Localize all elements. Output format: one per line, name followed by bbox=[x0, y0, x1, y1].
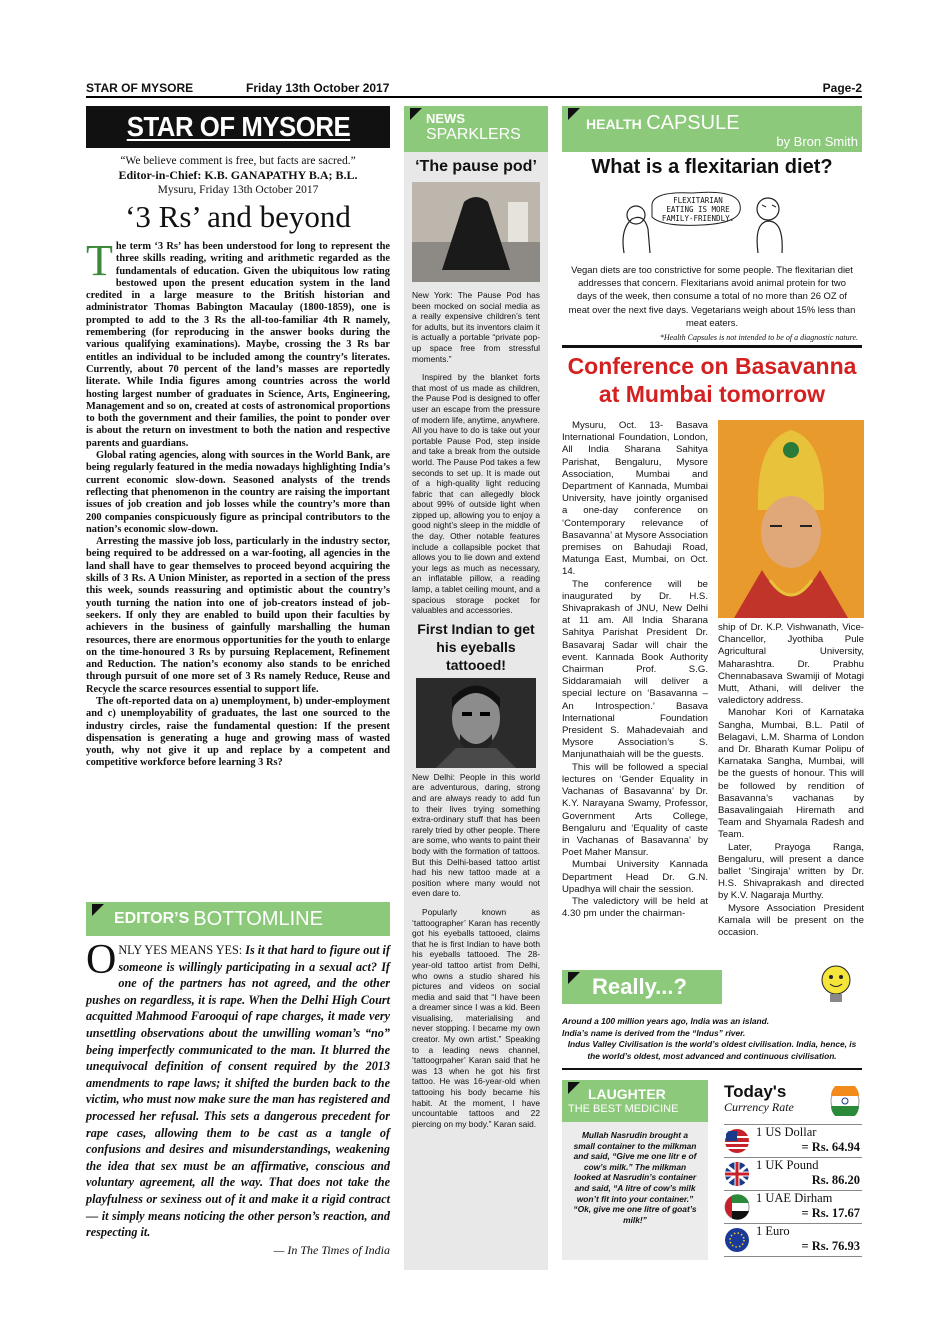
rate-subtitle: Currency Rate bbox=[724, 1100, 794, 1114]
conference-paragraph: The conference will be inaugurated by Dr. H.S. Shivaprakash of JNU, New Delhi at 11 am. All India Sharana Sahitya Parishat President Dr. Basavaraj Sadar will chair the event. Kannada Book Authority Chairman Prof. S.G. Siddaramaiah will deliver a special lecture on ‘Basavanna – An Introspection.’ Basava International Foundation President S. Mahadevaiah and Mysore Association’s S. Manjunathaiah will be the guests. bbox=[562, 578, 708, 761]
header-page-number: Page-2 bbox=[822, 81, 862, 95]
bottomline-bar-a: EDITOR’S bbox=[114, 910, 190, 927]
rate-title: Today's bbox=[724, 1082, 787, 1101]
bottomline-section bbox=[86, 902, 390, 1258]
sparkler-headline: First Indian to get his eyeballs tattooed! bbox=[417, 620, 535, 673]
editorial-paragraph: Arresting the massive job loss, particularly in the industry sector, being required to be addressed on a war-footing, all agencies in the land shall have to gear themselves to proceed beyond acquiring the skills of 3 Rs. A Union Minister, as reported in a section of the press this week, sounds reassuring and optimistic about the country’s youth turning the nation into one of job-creators instead of job-seekers. If only they are enabled to build upon their faculties by achievers in the business of gainfully marshalling the human resources, there are enormous opportunities for the youth to enlarge on the time-honoured 3 Rs by pursuing Replacement, Refinement and Reduction. The nation’s economy also stands to be enriched through pursuit of one more set of 3 Rs namely Reduce, Reuse and Recycle the scarce resources essential to support life. bbox=[86, 536, 390, 695]
health-cartoon bbox=[562, 183, 862, 255]
tattoo-photo bbox=[416, 678, 536, 768]
sparkler-paragraph: New York: The Pause Pod has been mocked on social media as a really expensive children’s tent for adults, but its inventors claim it is actually a portable “private pop-up space free from stressful moments.” bbox=[412, 290, 540, 364]
laughter-bar bbox=[562, 1080, 708, 1122]
news-sparklers-column bbox=[404, 106, 548, 1270]
header-paper-name: STAR OF MYSORE bbox=[86, 81, 194, 95]
sparkler-body bbox=[404, 772, 548, 1130]
editorial-paragraph: Global rating agencies, along with sources in the World Bank, are being regularly featured in the media nowadays highlighting India’s current economic slow-down. Seasoned analysts of the trends reflecting that phenomenon in the country are raising the important issues of job creation and job losses while the country’s more than 200 companies conspicuously figure as principal contributors to the nation’s economic slow-down. bbox=[86, 450, 390, 535]
really-item: India’s name is derived from the “Indus” river. bbox=[562, 1027, 746, 1038]
eu-flag-icon bbox=[724, 1227, 750, 1253]
health-bar bbox=[562, 106, 862, 152]
editorial-paragraph: he term ‘3 Rs’ has been understood for long to represent the three skills reading, writing and arithmetic regarded as the fundamentals of education. Given the ubiquitous low rating bestowed upon the present education system in the land credited in a large measure to the British historian and administrator Thomas Babington Macaulay (1800-1859), one is prompted to add to the 3 Rs the all-too-familiar 4th R namely, remembering (for reproducing in the answer books during the various qualifying examinations). Maybe, crossing the 3 Rs bar entitles an individual to be included among the country’s literates. Currently, about 70 percent of the land’s masses are reportedly literate. While India figures among countries across the world hosting largest number of graduates in Science, Arts, Engineering, Management and so on, created at costs of astronomical proportions to both the government and their families, the point to ponder over is about the return on investment to both the nation and respective parents and guardians. bbox=[86, 241, 390, 449]
sparkler-paragraph: Popularly known as ‘tattoographer’ Karan has recently got his eyeballs tattooed, claims that he is first Indian to have both his eyeballs tattooed. The 28-year-old tattoo artist from Delhi, who owns a studio shared his pictures and videos on social media and said that “I have been a dreamer since I was a kid. Been visualising, materialising and never stopping. I became my own creator. My own artist.” Speaking to a leading news channel, ‘tattoogrpaher’ Karan said that he was 13 when he got his first tattoo. He was 16-year-old when tattooing his body became his habit. At the moment, I have uncountable tattoos and 22 piercing on my body.” Karan said. bbox=[412, 906, 540, 1129]
flag-corner-icon bbox=[568, 1082, 580, 1094]
rate-label: 1 US Dollar bbox=[756, 1125, 817, 1139]
rate-row bbox=[724, 1158, 862, 1191]
india-flag-icon bbox=[830, 1086, 860, 1116]
sparklers-bar-a: NEWS bbox=[426, 111, 465, 126]
conference-paragraph: Manohar Kori of Karnataka Sangha, Mumbai, B.L. Patil of Belagavi, L.M. Sharma of London and Dr. Bharath Kumar Polipu of Karnataka Sangha, Mumbai, will be the guests of honour. This will be followed by rendition of Basavanna’s vachanas by Basavalingaiah Hiremath and Team and Shyamala Radesh and Team. bbox=[718, 707, 864, 841]
flag-corner-icon bbox=[410, 108, 422, 120]
really-bar bbox=[562, 970, 722, 1004]
masthead-motto: “We believe comment is free, but facts are sacred.” bbox=[120, 155, 356, 167]
uk-flag-icon bbox=[724, 1161, 750, 1187]
flag-corner-icon bbox=[568, 972, 580, 984]
health-bar-b: CAPSULE bbox=[646, 112, 740, 134]
conference-paragraph: Mumbai University Kannada Department Head Dr. G.N. Upadhya will chair the session. bbox=[562, 859, 708, 895]
rate-row bbox=[724, 1125, 862, 1158]
cartoon-caption: FLEXITARIAN EATING IS MORE FAMILY-FRIENDLY. bbox=[661, 196, 735, 223]
uae-flag-icon bbox=[724, 1194, 750, 1220]
pause-pod-photo bbox=[412, 182, 540, 282]
basavanna-portrait bbox=[718, 420, 864, 618]
drop-cap: T bbox=[86, 236, 113, 285]
laughter-section bbox=[562, 1080, 708, 1260]
masthead-dateline: Mysuru, Friday 13th October 2017 bbox=[157, 184, 319, 196]
right-column bbox=[562, 106, 862, 408]
really-title: Really...? bbox=[592, 974, 687, 999]
sparklers-bar bbox=[404, 106, 548, 152]
sparkler-paragraph: New Delhi: People in this world are adventurous, daring, strong and are always ready to add fun to their lives trying something extra-ordinary stuff that has been rarely tried by other people. There are some, who wants to paint their body with the formation of tattoos. But this Delhi-based tattoo artist had his new tattoo made at a position where many would not even dare to. bbox=[412, 771, 540, 899]
rate-value: = Rs. 64.94 bbox=[801, 1140, 860, 1154]
really-item: Indus Valley Civilisation is the world’s oldest civilisation. India, hence, is the world’s oldest, most advanced and continuous civilisation. bbox=[567, 1039, 857, 1061]
health-disclaimer: *Health Capsules is not intended to be of a diagnostic nature. bbox=[659, 333, 858, 343]
masthead-editor: Editor-in-Chief: K.B. GANAPATHY B.A; B.L. bbox=[118, 168, 358, 182]
conference-paragraph: Later, Prayoga Ranga, Bengaluru, will present a dance ballet ‘Singiraja’ written by Dr. H.S. Shivaprakash and directed by K.V. Nagaraja Murthy. bbox=[718, 841, 864, 902]
editorial-column bbox=[86, 106, 390, 770]
sparklers-bar-b: SPARKLERS bbox=[426, 126, 521, 143]
bottomline-body bbox=[86, 937, 390, 1241]
bottomline-source: — In The Times of India bbox=[273, 1242, 390, 1257]
health-bar-a: HEALTH bbox=[586, 116, 642, 132]
header-date: Friday 13th October 2017 bbox=[246, 81, 390, 95]
bottomline-lead: NLY YES MEANS YES: bbox=[118, 943, 243, 957]
conference-body-col2 bbox=[718, 622, 864, 939]
rate-header bbox=[724, 1082, 862, 1124]
page-header bbox=[86, 80, 862, 98]
sparkler-headline: ‘The pause pod’ bbox=[415, 158, 537, 175]
rate-value: Rs. 86.20 bbox=[811, 1173, 860, 1187]
rate-row bbox=[724, 1191, 862, 1224]
rate-label: 1 Euro bbox=[756, 1224, 790, 1238]
bottomline-text: Is it that hard to figure out if someone is willingly participating in a sexual act? If one of the partners has not agreed, and the other pushes on regardless, it is rape. When the Delhi High Court acquitted Mahmood Farooqui of rape charges, it made very unsettling observations about the unwilling woman’s “no” being imperfectly communicated to the man. It blurred the unequivocal definition of consent required by the 2013 amendments to rape laws; it shifted the burden back to the victim, who must now make sure the man has registered and processed her refusal. This sets a dangerous precedent for rape cases, allowing them to be cast as a tangle of confusions and desires and misunderstandings, weakening the idea that sex must be an affirmative, conscious and voluntary agreement, all the way. That does not take the playfulness or sexiness out of it and make it a rigid contract — it simply means noticing the other person’s reaction, and respecting it. bbox=[86, 943, 390, 1240]
bottomline-bar-b: BOTTOMLINE bbox=[193, 907, 323, 930]
conference-paragraph: ship of Dr. K.P. Vishwanath, Vice-Chancellor, Jyothiba Pule Agricultural University, Maharashtra. Dr. Prabhu Chennabasava Swamiji of Motagi Mutt, Athani, will deliver the valedictory address. bbox=[718, 622, 864, 707]
currency-rate-section bbox=[724, 1082, 862, 1257]
flag-corner-icon bbox=[92, 904, 104, 916]
health-headline: What is a flexitarian diet? bbox=[591, 156, 833, 178]
conference-body-col1 bbox=[562, 420, 708, 920]
laughter-bar-b: THE BEST MEDICINE bbox=[568, 1103, 679, 1115]
health-byline: by Bron Smith bbox=[776, 134, 858, 149]
rate-row bbox=[724, 1224, 862, 1257]
sparkler-paragraph: Inspired by the blanket forts that most of us made as children, the Pause Pod is designed to offer user an escape from the pressure of modern life, anytime, anywhere. All you have to do is take out your portable Pause Pod, step inside and take a break from the outside world. The Pause Pod takes a few seconds to set up. It is made out of a high-quality light reducing fabric that can allegedly block about 99% of outside light when zipped up, allowing you to enjoy a good night’s sleep in the middle of the day. Other notable features include a collapsible pocket that allows you to lie down and extend your legs as much as necessary, an inflatable pillow, a reading lamp, a tablet ceiling mount, and a spacious storage pocket for valuables and accessories. bbox=[412, 372, 541, 616]
conference-paragraph: Mysore Association President Kamala will be present on the occasion. bbox=[718, 902, 864, 939]
rate-label: 1 UAE Dirham bbox=[756, 1191, 833, 1205]
conference-paragraph: This will be followed a special lectures on ‘Gender Equality in Vachanas of Basavanna’ by Dr. K.Y. Narayana Swamy, Professor, Government Arts College, Bengaluru and ‘Equality of caste in Vachanas of Basavanna’ by Poet Maher Mansur. bbox=[562, 761, 708, 859]
laughter-bar-a: LAUGHTER bbox=[588, 1086, 666, 1102]
masthead-banner bbox=[86, 106, 390, 148]
laughter-text: Mullah Nasrudin brought a small container to the milkman and said, “Give me one litr e of cow’s milk.” The milkman looked at Nasrudin’s container and said, “A litre of cow’s milk won’t fit into your container.” “Ok, give me one litre of goat’s milk!” bbox=[573, 1130, 697, 1225]
editorial-paragraph: The oft-reported data on a) unemployment, b) under-employment and c) unemployability of graduates, the last one sourced to the industry circles, raise the fundamental question: If the present dispensation is generating a huge and growing mass of wasted youth, why not give it up and replace by a competent and competitive workforce before learning 3 Rs? bbox=[86, 695, 390, 769]
masthead-title: STAR OF MYSORE bbox=[126, 111, 350, 142]
editorial-body bbox=[86, 236, 390, 770]
bottomline-drop-cap: O bbox=[86, 937, 117, 983]
conference-paragraph: Mysuru, Oct. 13- Basava International Foundation, London, All India Sharana Sahitya Parishat, Bengaluru, Mysore Association, Mumbai and Department of Kannada, Mumbai University, have jointly organised a one-day conference on ‘Contemporary relevance of Basavanna’ at Mysore Association premises on Bahudaji Road, Matunga East, Mumbai, on Oct. 14. bbox=[562, 420, 708, 578]
editorial-headline: ‘3 Rs’ and beyond bbox=[125, 199, 351, 234]
health-body: Vegan diets are too constrictive for some people. The flexitarian diet addresses that concern. Flexitarians avoid animal protein for two days of the week, then consume a total of no more than 26 OZ of meat over the next five days. Vegetarians weigh about 15% less than meat eaters. bbox=[568, 264, 856, 328]
basavanna-illustration bbox=[718, 420, 864, 618]
flag-corner-icon bbox=[568, 108, 580, 120]
conference-paragraph: The valedictory will be held at 4.30 pm under the chairman- bbox=[562, 895, 708, 920]
sparkler-body bbox=[404, 290, 548, 616]
bottomline-bar bbox=[86, 902, 390, 936]
us-flag-icon bbox=[724, 1128, 750, 1154]
conference-headline: Conference on Basavanna at Mumbai tomorrow bbox=[567, 353, 857, 408]
rate-value: = Rs. 17.67 bbox=[801, 1206, 860, 1220]
really-item: Around a 100 million years ago, India was an island. bbox=[562, 1016, 770, 1026]
really-section bbox=[562, 970, 862, 1070]
rate-label: 1 UK Pound bbox=[756, 1158, 819, 1172]
rate-value: = Rs. 76.93 bbox=[801, 1239, 860, 1253]
tattoo-man-illustration bbox=[416, 678, 536, 768]
masthead-motto-block bbox=[86, 154, 390, 197]
lightbulb-icon bbox=[814, 962, 858, 1006]
pause-pod-illustration bbox=[412, 182, 540, 282]
really-list bbox=[562, 1016, 862, 1062]
